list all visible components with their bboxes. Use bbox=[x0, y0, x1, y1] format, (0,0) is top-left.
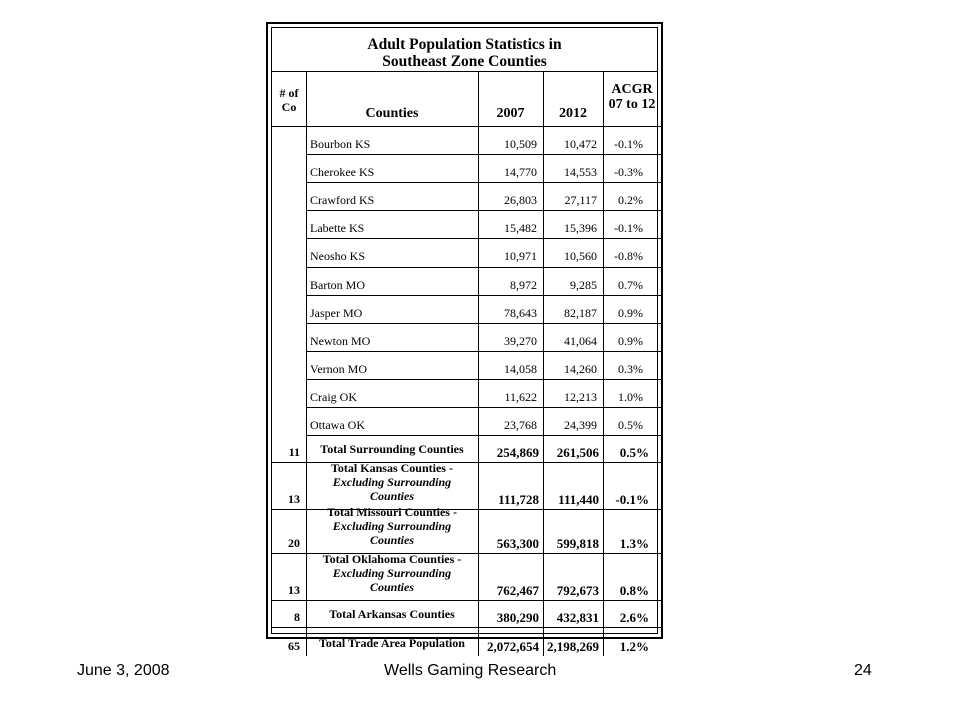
value-2007: 14,770 bbox=[504, 165, 537, 180]
row-divider bbox=[306, 267, 661, 268]
header-acgr-line: 07 to 12 bbox=[608, 97, 656, 112]
value-2007: 10,971 bbox=[504, 249, 537, 264]
value-2007: 26,803 bbox=[504, 193, 537, 208]
row-divider bbox=[272, 627, 661, 628]
summary-acgr: 2.6% bbox=[619, 610, 649, 626]
summary-2007: 762,467 bbox=[496, 583, 539, 599]
row-divider bbox=[272, 600, 661, 601]
summary-label-line: Counties bbox=[369, 533, 414, 548]
county-name: Cherokee KS bbox=[310, 165, 375, 180]
summary-2012: 792,673 bbox=[556, 583, 599, 599]
value-2007: 10,509 bbox=[504, 137, 537, 151]
summary-label-line: Total Trade Area Population bbox=[319, 636, 465, 651]
row-divider bbox=[306, 435, 661, 436]
value-acgr: 1.0% bbox=[618, 389, 643, 404]
summary-label-line: Excluding Surrounding bbox=[332, 566, 452, 581]
summary-acgr: 1.2% bbox=[619, 639, 649, 655]
row-divider bbox=[306, 351, 661, 352]
value-2007: 14,058 bbox=[504, 361, 537, 376]
summary-label-line: Excluding Surrounding bbox=[332, 475, 452, 490]
summary-label-line: Total Arkansas Counties bbox=[329, 607, 455, 622]
value-acgr: 0.5% bbox=[618, 418, 643, 432]
row-divider bbox=[306, 407, 661, 408]
summary-count: 13 bbox=[288, 492, 300, 507]
row-divider bbox=[306, 379, 661, 380]
value-2012: 15,396 bbox=[564, 221, 597, 236]
summary-label bbox=[306, 505, 478, 547]
value-2007: 11,622 bbox=[504, 389, 537, 404]
value-acgr: 0.9% bbox=[618, 305, 643, 320]
summary-acgr: 1.3% bbox=[619, 536, 649, 552]
summary-label-line: Total Kansas Counties - bbox=[331, 461, 453, 476]
row-divider bbox=[306, 323, 661, 324]
value-2012: 10,472 bbox=[564, 137, 597, 151]
summary-count: 20 bbox=[288, 536, 300, 551]
summary-label-line: Counties bbox=[369, 580, 414, 595]
value-2012: 14,553 bbox=[564, 165, 597, 180]
summary-label-line: Total Surrounding Counties bbox=[320, 442, 464, 457]
county-name: Bourbon KS bbox=[310, 137, 371, 151]
summary-2012: 2,198,269 bbox=[547, 639, 599, 655]
footer-company: Wells Gaming Research bbox=[384, 662, 557, 679]
summary-2007: 111,728 bbox=[498, 492, 539, 508]
summary-label-line: Total Missouri Counties - bbox=[327, 505, 457, 520]
header-count-line: Co bbox=[281, 100, 297, 114]
summary-2012: 261,506 bbox=[556, 445, 599, 461]
value-acgr: 0.9% bbox=[618, 333, 643, 348]
row-divider bbox=[306, 154, 661, 155]
population-table bbox=[266, 22, 663, 655]
value-acgr: -0.3% bbox=[614, 165, 643, 180]
summary-label-line: Total Oklahoma Counties - bbox=[322, 552, 462, 567]
row-divider bbox=[306, 238, 661, 239]
footer-date: June 3, 2008 bbox=[77, 662, 170, 679]
header-count-line: # of bbox=[279, 86, 299, 100]
summary-label bbox=[306, 636, 478, 650]
value-2012: 24,399 bbox=[564, 418, 597, 432]
summary-label bbox=[306, 461, 478, 503]
table-grid bbox=[271, 27, 658, 655]
value-acgr: -0.8% bbox=[614, 249, 643, 264]
summary-acgr: 0.8% bbox=[619, 583, 649, 599]
value-2007: 39,270 bbox=[504, 333, 537, 348]
county-name: Jasper MO bbox=[310, 305, 363, 320]
summary-2012: 599,818 bbox=[556, 536, 599, 552]
header-acgr-line: ACGR bbox=[611, 82, 653, 97]
value-acgr: 0.2% bbox=[618, 193, 643, 208]
value-2012: 10,560 bbox=[564, 249, 597, 264]
header-2007: 2007 bbox=[496, 106, 525, 121]
summary-label bbox=[306, 552, 478, 594]
row-divider bbox=[306, 210, 661, 211]
header-acgr bbox=[603, 82, 661, 112]
table-title bbox=[272, 28, 657, 72]
title-line-2: Southeast Zone Counties bbox=[382, 53, 547, 70]
summary-label-line: Counties bbox=[369, 489, 414, 504]
summary-2012: 432,831 bbox=[556, 610, 599, 626]
county-name: Labette KS bbox=[310, 221, 365, 236]
summary-2007: 2,072,654 bbox=[487, 639, 539, 655]
county-name: Crawford KS bbox=[310, 193, 375, 208]
header-divider bbox=[272, 126, 661, 127]
header-count bbox=[274, 86, 304, 114]
summary-count: 8 bbox=[294, 610, 300, 625]
county-name: Ottawa OK bbox=[310, 418, 365, 432]
value-acgr: 0.3% bbox=[618, 361, 643, 376]
value-2007: 23,768 bbox=[504, 418, 537, 432]
value-acgr: 0.7% bbox=[618, 277, 643, 292]
value-2007: 15,482 bbox=[504, 221, 537, 236]
summary-2007: 254,869 bbox=[496, 445, 539, 461]
county-name: Vernon MO bbox=[310, 361, 367, 376]
header-counties: Counties bbox=[365, 106, 419, 121]
summary-acgr: 0.5% bbox=[619, 445, 649, 461]
county-name: Craig OK bbox=[310, 389, 357, 404]
value-2012: 12,213 bbox=[564, 389, 597, 404]
summary-count: 13 bbox=[288, 583, 300, 598]
summary-2007: 563,300 bbox=[496, 536, 539, 552]
header-2012: 2012 bbox=[559, 106, 587, 121]
county-name: Barton MO bbox=[310, 277, 365, 292]
row-divider bbox=[306, 295, 661, 296]
row-divider bbox=[306, 182, 661, 183]
footer-page-number: 24 bbox=[854, 662, 872, 679]
summary-label bbox=[306, 607, 478, 621]
value-2007: 8,972 bbox=[510, 277, 537, 292]
county-name: Newton MO bbox=[310, 333, 371, 348]
summary-label-line: Excluding Surrounding bbox=[332, 519, 452, 534]
summary-count: 65 bbox=[288, 639, 300, 654]
summary-count: 11 bbox=[288, 445, 300, 460]
county-name: Neosho KS bbox=[310, 249, 366, 264]
value-acgr: -0.1% bbox=[614, 221, 643, 236]
value-2012: 14,260 bbox=[564, 361, 597, 376]
value-acgr: -0.1% bbox=[614, 137, 643, 151]
value-2007: 78,643 bbox=[504, 305, 537, 320]
value-2012: 27,117 bbox=[564, 193, 597, 208]
value-2012: 41,064 bbox=[564, 333, 597, 348]
summary-2007: 380,290 bbox=[496, 610, 539, 626]
summary-2012: 111,440 bbox=[558, 492, 599, 508]
title-line-1: Adult Population Statistics in bbox=[367, 36, 562, 53]
summary-label bbox=[306, 442, 478, 456]
summary-acgr: -0.1% bbox=[615, 492, 649, 508]
value-2012: 9,285 bbox=[570, 277, 597, 292]
value-2012: 82,187 bbox=[564, 305, 597, 320]
